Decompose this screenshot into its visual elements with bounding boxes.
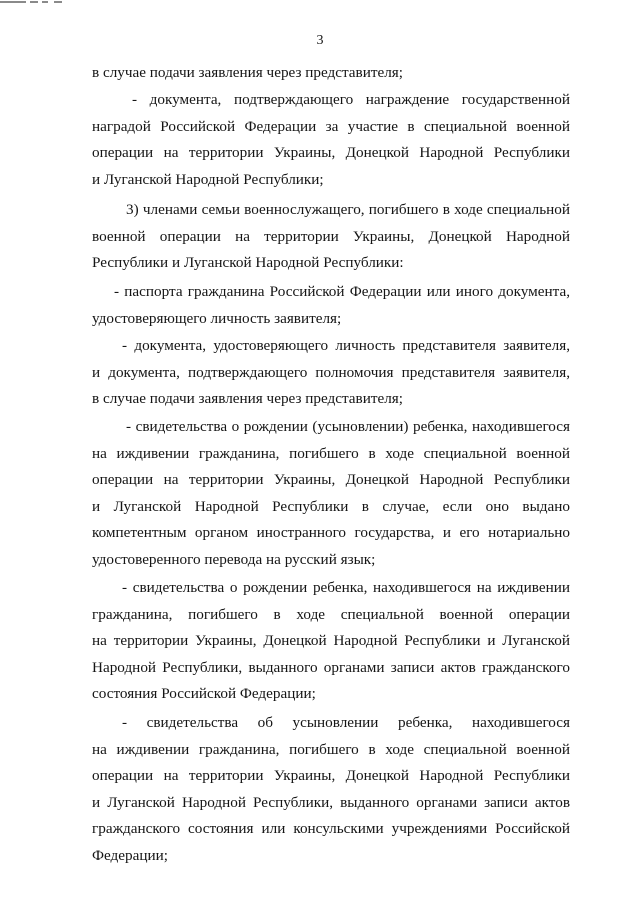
text-line: и Луганской Народной Республики; xyxy=(92,170,324,188)
paragraph-award-document xyxy=(92,87,570,193)
paragraph-birth-adoption-certificate-foreign xyxy=(92,414,570,573)
text-line: в случае подачи заявления через представителя; xyxy=(92,390,404,407)
scan-mark-segment xyxy=(54,1,62,3)
page-number: 3 xyxy=(316,33,324,48)
text-line: операции на территории Украины, Донецкой Народной Республики xyxy=(92,471,570,488)
text-line: и документа, подтверждающего полномочия представителя заявителя, xyxy=(92,363,570,381)
text-line: на территории Украины, Донецкой Народной Республики и Луганской xyxy=(92,632,570,649)
text-line: операции на территории Украины, Донецкой Народной Республики xyxy=(92,144,570,161)
text-line: и Луганской Народной Республики, выданного органами записи актов xyxy=(92,793,570,811)
scan-mark-segment xyxy=(42,1,48,3)
paragraph-birth-certificate-russian xyxy=(92,575,570,708)
scan-mark-segment xyxy=(0,1,26,3)
text-line: операции на территории Украины, Донецкой Народной Республики xyxy=(92,767,570,784)
text-line: гражданского состояния или консульскими учреждениями Российской xyxy=(92,820,570,837)
text-line: Народной Республики, выданного органами записи актов гражданского xyxy=(92,658,570,676)
text-line: - свидетельства о рождении (усыновлении) ребенка, находившегося xyxy=(126,418,570,435)
text-line: на иждивении гражданина, погибшего в ходе специальной военной xyxy=(92,740,570,758)
paragraph-item-3-family-members xyxy=(92,197,570,277)
text-line: - свидетельства о рождении ребенка, находившегося на иждивении xyxy=(122,579,570,596)
text-line: - свидетельства об усыновлении ребенка, находившегося xyxy=(122,714,570,731)
text-line: компетентным органом иностранного государства, и его нотариально xyxy=(92,524,570,541)
paragraph-passport xyxy=(92,279,570,332)
text-line: - документа, удостоверяющего личность представителя заявителя, xyxy=(122,337,570,354)
scan-corner-mark xyxy=(0,0,70,5)
paragraph-adoption-certificate xyxy=(92,710,570,869)
text-line: в случае подачи заявления через представителя; xyxy=(92,64,404,81)
text-line: военной операции на территории Украины, Донецкой Народной xyxy=(92,227,570,245)
scan-mark-segment xyxy=(30,1,38,3)
text-line: удостоверенного перевода на русский язык; xyxy=(92,550,376,568)
text-line: - паспорта гражданина Российской Федерации или иного документа, xyxy=(114,283,570,300)
text-line: гражданина, погибшего в ходе специальной военной операции xyxy=(92,605,570,623)
paragraph-representative-identity xyxy=(92,333,570,413)
paragraph-representative-continuation xyxy=(92,60,570,87)
text-line: наградой Российской Федерации за участие в специальной военной xyxy=(92,117,570,135)
text-line: состояния Российской Федерации; xyxy=(92,685,316,702)
text-line: и Луганской Народной Республики в случае, если оно выдано xyxy=(92,497,570,515)
text-line: 3) членами семьи военнослужащего, погибшего в ходе специальной xyxy=(126,201,570,218)
text-line: на иждивении гражданина, погибшего в ходе специальной военной xyxy=(92,444,570,462)
text-line: Республики и Луганской Народной Республики: xyxy=(92,254,404,271)
text-line: удостоверяющего личность заявителя; xyxy=(92,309,342,327)
text-line: - документа, подтверждающего награждение государственной xyxy=(132,91,570,108)
text-line: Федерации; xyxy=(92,846,168,864)
